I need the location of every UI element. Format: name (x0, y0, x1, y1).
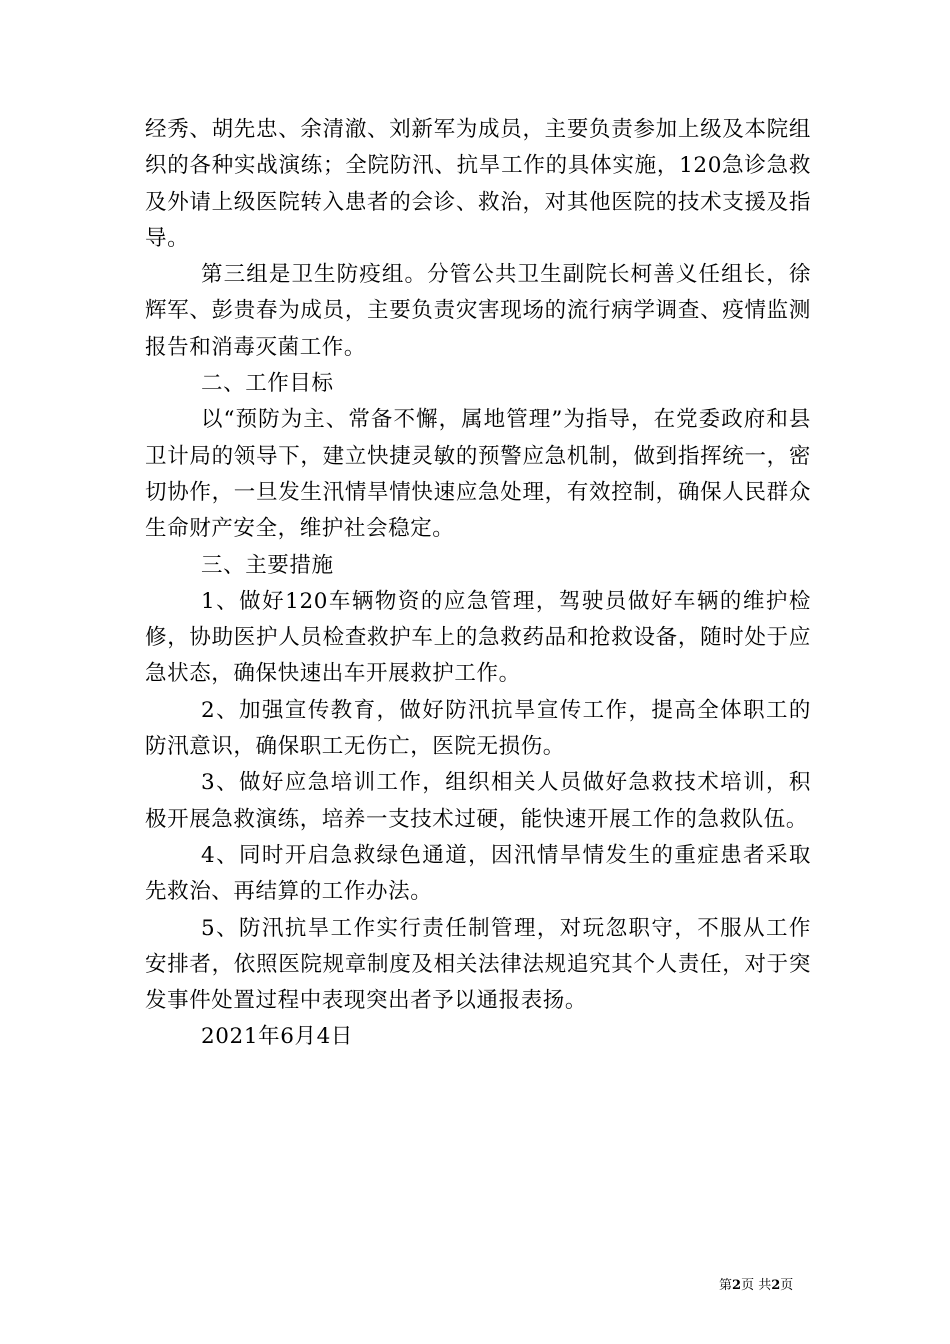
footer-prefix: 第 (719, 1278, 733, 1293)
section-heading-main-measures: 三、主要措施 (201, 552, 334, 578)
footer-middle: 页 共 (741, 1278, 772, 1293)
paragraph-group-two-members: 经秀、胡先忠、余清澈、刘新军为成员，主要负责参加上级及本院组织的各种实战演练；全院防汛、抗旱工作的具体实施，120急诊急救及外请上级医院转入患者的会诊、救治，对其他医院的技术支援及指导。 (145, 117, 811, 251)
measure-item-4: 4、同时开启急救绿色通道，因汛情旱情发生的重症患者采取先救治、再结算的工作办法。 (145, 842, 811, 905)
footer-total-pages: 2 (771, 1278, 781, 1293)
measure-item-2: 2、加强宣传教育，做好防汛抗旱宣传工作，提高全体职工的防汛意识，确保职工无伤亡，医院无损伤。 (145, 697, 811, 760)
measure-item-3: 3、做好应急培训工作，组织相关人员做好急救技术培训，积极开展急救演练，培养一支技术过硬，能快速开展工作的急救队伍。 (145, 770, 811, 832)
footer-current-page: 2 (732, 1278, 742, 1293)
paragraph-group-three: 第三组是卫生防疫组。分管公共卫生副院长柯善义任组长，徐辉军、彭贵春为成员，主要负责灾害现场的流行病学调查、疫情监测报告和消毒灭菌工作。 (145, 262, 811, 360)
measure-item-5: 5、防汛抗旱工作实行责任制管理，对玩忽职守，不服从工作安排者，依照医院规章制度及相关法律法规追究其个人责任，对于突发事件处置过程中表现突出者予以通报表扬。 (145, 915, 811, 1014)
measure-item-1: 1、做好120车辆物资的应急管理，驾驶员做好车辆的维护检修，协助医护人员检查救护车上的急救药品和抢救设备，随时处于应急状态，确保快速出车开展救护工作。 (145, 588, 811, 687)
paragraph-work-goals: 以“预防为主、常备不懈，属地管理”为指导，在党委政府和县卫计局的领导下，建立快捷灵敏的预警应急机制，做到指挥统一，密切协作，一旦发生汛情旱情快速应急处理，有效控制，确保人民群众生命财产安全，维护社会稳定。 (145, 407, 811, 542)
document-body (145, 112, 811, 1056)
footer-suffix: 页 (780, 1278, 794, 1293)
document-date: 2021年6月4日 (201, 1024, 353, 1050)
page-number-footer (719, 1278, 793, 1294)
section-heading-work-goals: 二、工作目标 (201, 371, 334, 397)
